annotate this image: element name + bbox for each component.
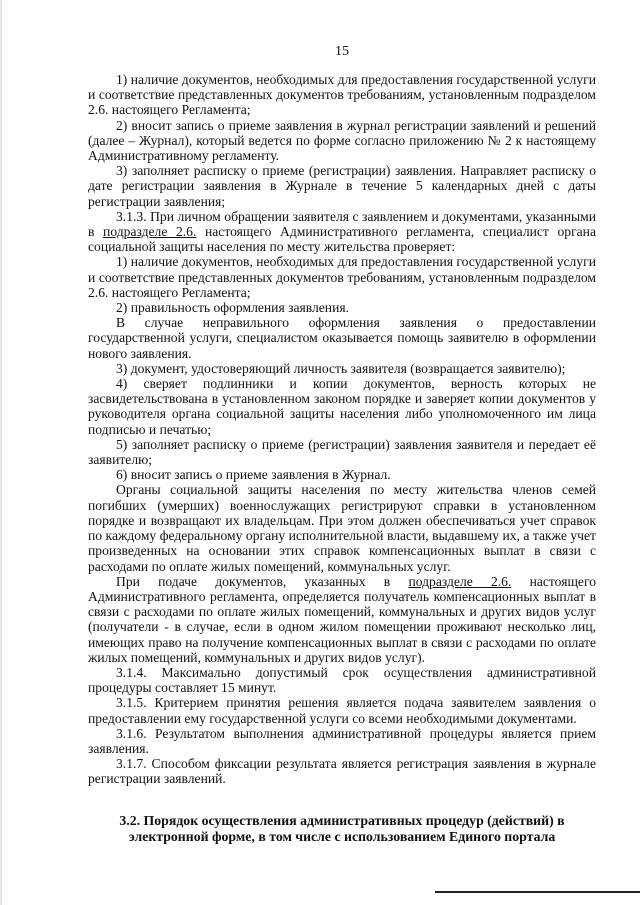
- paragraph: 3.1.6. Результатом выполнения административной процедуры является прием заявления.: [88, 725, 596, 756]
- page-number: 15: [335, 44, 349, 59]
- underlined-reference: подразделе 2.6.: [408, 573, 512, 589]
- paragraph: В случае неправильного оформления заявления о предоставлении государственной услуги, специалистом оказывается помощь заявителю в оформлении нового заявления.: [88, 315, 596, 361]
- paragraph: 3.1.7. Способом фиксации результата является регистрация заявления в журнале регистрации заявлений.: [88, 756, 596, 787]
- paragraph: 3.1.4. Максимально допустимый срок осуществления административной процедуры составляет 15 минут.: [88, 664, 596, 696]
- bottom-rule: [435, 891, 640, 893]
- paragraph: 3.1.3. При личном обращении заявителя с заявлением и документами, указанными в подразделе 2.6. настоящего Административного регламента, специалист органа социальной защиты населения по месту жительства проверяет:: [88, 208, 596, 255]
- paragraph: 5) заполняет расписку о приеме (регистрации) заявления заявителя и передает её заявителю;: [88, 436, 596, 468]
- paragraph: 2) правильность оформления заявления.: [116, 300, 350, 316]
- paragraph: 2) вносит запись о приеме заявления в журнал регистрации заявлений и решений (далее – Журнал), который ведется по форме согласно приложению № 2 к настоящему Административному регламенту.: [88, 117, 596, 164]
- paragraph: При подаче документов, указанных в подразделе 2.6. настоящего Административного регламента, определяется получатель компенсационных выплат в связи с расходами по оплате жилых помещений, коммунальных и других видов услуг (получатели - в случае, если в одном жилом помещении проживают несколько лиц, имеющих право на получение компенсационных выплат в связи с расходами по оплате жилых помещений, коммунальных и других видов услуг).: [88, 573, 596, 665]
- section-heading: 3.2. Порядок осуществления административных процедур (действий) в электронной форме, в том числе с использованием Единого портала: [119, 812, 565, 844]
- paragraph: Органы социальной защиты населения по месту жительства членов семей погибших (умерших) военнослужащих регистрируют справки в установленном порядке и возвращают их владельцам. При этом должен обеспечиваться учет справок по каждому федеральному органу исполнительной власти, выдавшему их, а также учет произведенных на основании этих справок компенсационных выплат в связи с расходами по оплате жилых помещений, коммунальных услуг.: [88, 482, 596, 574]
- paragraph: 6) вносит запись о приеме заявления в Журнал.: [116, 467, 391, 483]
- paragraph: 1) наличие документов, необходимых для предоставления государственной услуги и соответствие представленных документов требованиям, установленным подразделом 2.6. настоящего Регламента;: [88, 72, 596, 118]
- paragraph: 3) документ, удостоверяющий личность заявителя (возвращается заявителю);: [116, 360, 566, 376]
- scan-edge: [0, 0, 2, 905]
- document-body: [88, 72, 596, 787]
- underlined-reference: подразделе 2.6.: [103, 224, 197, 240]
- paragraph: 4) сверяет подлинники и копии документов, верность которых не засвидетельствована в установленном законом порядке и заверяет копии документов у руководителя органа социальной защиты населения либо уполномоченного им лица подписью и печатью;: [88, 376, 596, 437]
- paragraph: 3.1.5. Критерием принятия решения является подача заявителем заявления о предоставлении ему государственной услуги со всеми необходимыми документами.: [88, 695, 596, 726]
- paragraph: 1) наличие документов, необходимых для предоставления государственной услуги и соответствие представленных документов требованиям, установленным подразделом 2.6. настоящего Регламента;: [88, 254, 596, 300]
- paragraph: 3) заполняет расписку о приеме (регистрации) заявления. Направляет расписку о дате регистрации заявления в Журнале в течение 5 календарных дней с даты регистрации заявления;: [88, 163, 596, 209]
